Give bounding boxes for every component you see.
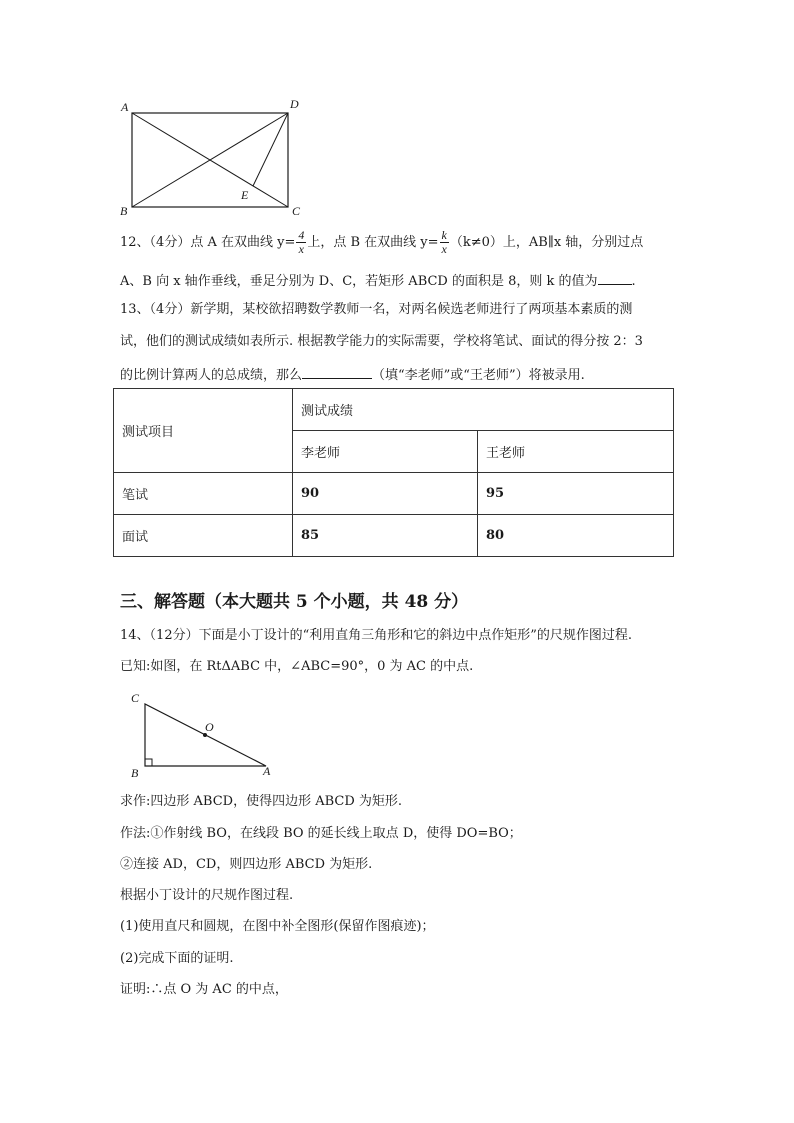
cell-li: 90: [293, 473, 478, 515]
q12-mid: 上，点 B 在双曲线 y=: [307, 235, 439, 250]
q14-method2: ②连接 AD，CD，则四边形 ABCD 为矩形.: [120, 857, 373, 872]
rectangle-figure: [110, 96, 310, 222]
cell-wang: 95: [478, 473, 674, 515]
q14-line2: 已知:如图，在 RtΔABC 中，∠ABC=90°，0 为 AC 的中点.: [120, 659, 474, 674]
frac2-denominator: x: [441, 242, 447, 256]
cell-wang: 80: [478, 515, 674, 557]
right-angle-mark: [145, 759, 152, 766]
frac1-denominator: x: [298, 242, 304, 256]
table-row: [114, 473, 674, 515]
label-a: A: [121, 100, 129, 114]
q12-prefix: 12、（4分）点 A 在双曲线 y=: [120, 235, 296, 250]
header-test-item: 测试项目: [114, 389, 293, 473]
q13-line1: 13、（4分）新学期，某校欲招聘数学教师一名，对两名候选老师进行了两项基本素质的测: [120, 302, 633, 317]
q13-line3: [120, 364, 585, 385]
cell-li: 85: [293, 515, 478, 557]
label-c2: C: [131, 691, 140, 705]
label-o: O: [205, 720, 214, 734]
answer-blank-q12[interactable]: [598, 270, 632, 285]
header-test-score: 测试成绩: [293, 389, 674, 431]
label-b: B: [120, 204, 128, 218]
q13-line3-end: （填“李老师”或“王老师”）将被录用.: [372, 368, 585, 383]
q14-part1: (1)使用直尺和圆规，在图中补全图形(保留作图痕迹)；: [120, 919, 435, 934]
q12-suffix: （k≠0）上，AB∥x 轴，分别过点: [449, 235, 644, 250]
fraction-k-over-x: [440, 229, 449, 256]
q14-proof: 证明:∴点 O 为 AC 的中点，: [120, 982, 288, 997]
table-row: [114, 389, 674, 431]
answer-blank-q13[interactable]: [302, 364, 372, 379]
frac2-numerator: k: [441, 228, 447, 242]
fraction-4-over-x: [296, 229, 306, 256]
q12-line2-end: .: [631, 274, 636, 289]
section-heading: 三、解答题（本大题共 5 个小题，共 48 分）: [120, 592, 469, 612]
q14-line1: 14、（12分）下面是小丁设计的“利用直角三角形和它的斜边中点作矩形”的尺规作图过程.: [120, 628, 633, 643]
q14-part2: (2)完成下面的证明.: [120, 951, 234, 966]
label-a2: A: [263, 764, 271, 778]
q12-line1: [120, 229, 643, 256]
frac1-numerator: 4: [298, 228, 305, 242]
header-teacher-li: 李老师: [293, 431, 478, 473]
label-b2: B: [131, 766, 139, 780]
score-table: [113, 388, 674, 557]
label-d: D: [290, 97, 299, 111]
q14-ask: 求作:四边形 ABCD，使得四边形 ABCD 为矩形.: [120, 794, 403, 809]
label-e: E: [241, 188, 249, 202]
row-label: 面试: [114, 515, 293, 557]
q14-method1: 作法:①作射线 BO，在线段 BO 的延长线上取点 D，使得 DO=BO；: [120, 826, 522, 841]
q14-basis: 根据小丁设计的尺规作图过程.: [120, 888, 294, 903]
table-row: [114, 515, 674, 557]
triangle-figure: [125, 690, 285, 782]
q13-line3-start: 的比例计算两人的总成绩，那么: [120, 368, 303, 383]
q13-line2: 试，他们的测试成绩如表所示. 根据教学能力的实际需要，学校将笔试、面试的得分按 2：3: [120, 334, 643, 349]
q12-line2: [120, 270, 636, 291]
header-teacher-wang: 王老师: [478, 431, 674, 473]
label-c: C: [292, 204, 301, 218]
q12-line2-text: A、B 向 x 轴作垂线，垂足分别为 D、C，若矩形 ABCD 的面积是 8，则 k 的值为: [120, 274, 598, 289]
row-label: 笔试: [114, 473, 293, 515]
